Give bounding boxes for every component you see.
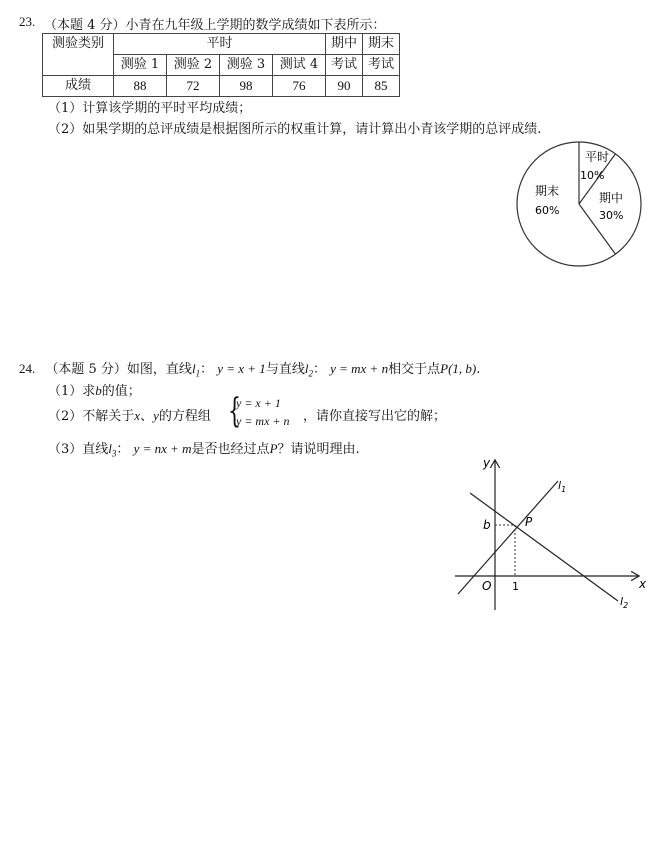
origin-label: O xyxy=(482,579,492,593)
score-cell: 88 xyxy=(114,76,167,97)
separator: 、 xyxy=(140,409,154,424)
group-header-cell: 平时 xyxy=(114,34,326,55)
score-cell: 90 xyxy=(326,76,363,97)
pie-label-final: 期末 xyxy=(535,184,560,198)
var-x: x xyxy=(134,408,141,423)
point-p: P xyxy=(269,441,278,456)
intersect-text: 相交于点 xyxy=(388,362,441,377)
pie-label-regular: 平时 xyxy=(585,150,610,164)
with-line-text: 与直线 xyxy=(265,362,305,377)
l3-equation: y = nx + m xyxy=(133,441,192,456)
system-eq1: y = x + 1 xyxy=(236,396,281,410)
q24-intro: （本题 5 分）如图，直线 xyxy=(45,362,192,377)
test-header-cell: 测验 1 xyxy=(114,55,167,76)
part1-text-end: 的值； xyxy=(101,384,141,399)
q24-part2 xyxy=(48,405,211,424)
pie-percent-final: 60% xyxy=(535,204,560,217)
line-l2 xyxy=(470,493,618,601)
line-l1 xyxy=(458,481,558,594)
test-header-cell: 测试 4 xyxy=(273,55,326,76)
q24-line1 xyxy=(19,358,480,379)
l2-graph-label: $l_2$ xyxy=(620,595,629,610)
q23-part1: （1）计算该学期的平时平均成绩； xyxy=(48,101,252,116)
part3-text-end: ？请说明理由. xyxy=(277,442,360,457)
l2-subscript: 2 xyxy=(308,368,313,379)
period: . xyxy=(476,362,481,377)
colon: ： xyxy=(312,362,326,377)
part2-text: （2）不解关于 xyxy=(48,409,135,424)
b-label: b xyxy=(483,518,491,532)
q24-number: 24. xyxy=(19,361,36,376)
score-label-cell: 成绩 xyxy=(43,76,114,97)
y-axis-label: y xyxy=(483,456,491,470)
l1-equation: y = x + 1 xyxy=(217,361,266,376)
l1-graph-label: $l_1$ xyxy=(558,479,567,494)
p-label: P xyxy=(525,515,533,529)
part2-text-mid: 的方程组 xyxy=(158,409,211,424)
part3-text-mid: 是否也经过点 xyxy=(191,442,270,457)
midterm-header-1: 期中 xyxy=(326,34,363,55)
pie-percent-regular: 10% xyxy=(580,169,605,182)
weight-pie-chart xyxy=(515,138,645,270)
part2-end: ，请你直接写出它的解； xyxy=(303,409,447,424)
pie-percent-midterm: 30% xyxy=(599,209,624,222)
row-header-cell: 测验类别 xyxy=(43,34,114,76)
x-axis-label: x xyxy=(639,577,647,591)
l2-equation: y = mx + n xyxy=(330,361,389,376)
score-cell: 76 xyxy=(273,76,326,97)
q24-part1 xyxy=(48,380,141,399)
test-header-cell: 测验 3 xyxy=(220,55,273,76)
part3-text: （3）直线 xyxy=(48,442,109,457)
part1-text: （1）求 xyxy=(48,384,96,399)
final-header-1: 期末 xyxy=(363,34,400,55)
colon: ： xyxy=(200,362,214,377)
score-cell: 85 xyxy=(363,76,400,97)
system-eq2: y = mx + n xyxy=(236,414,290,428)
final-header-2: 考试 xyxy=(363,55,400,76)
test-header-cell: 测验 2 xyxy=(167,55,220,76)
l1-symbol: l xyxy=(191,361,196,376)
colon: ： xyxy=(116,442,130,457)
var-y: y xyxy=(153,408,159,423)
l1-subscript: 1 xyxy=(195,368,201,379)
line-graph xyxy=(450,455,650,615)
system-brace: { xyxy=(228,391,241,431)
var-b: b xyxy=(95,383,102,398)
pie-label-midterm: 期中 xyxy=(599,191,624,205)
score-cell: 72 xyxy=(167,76,220,97)
l2-symbol: l xyxy=(304,361,309,376)
point-coords: (1, b) xyxy=(448,361,477,376)
q23-number: 23. xyxy=(19,14,36,29)
score-table xyxy=(42,33,400,97)
tick-1-label: 1 xyxy=(512,580,519,593)
q23-intro: （本题 4 分）小青在九年级上学期的数学成绩如下表所示： xyxy=(44,18,386,33)
l3-subscript: 3 xyxy=(111,448,117,459)
l3-symbol: l xyxy=(108,441,112,456)
point-p: P xyxy=(440,361,449,376)
score-cell: 98 xyxy=(220,76,273,97)
q23-part2: （2）如果学期的总评成绩是根据图所示的权重计算，请计算出小青该学期的总评成绩. xyxy=(48,122,542,137)
midterm-header-2: 考试 xyxy=(326,55,363,76)
q24-part3 xyxy=(48,438,360,459)
